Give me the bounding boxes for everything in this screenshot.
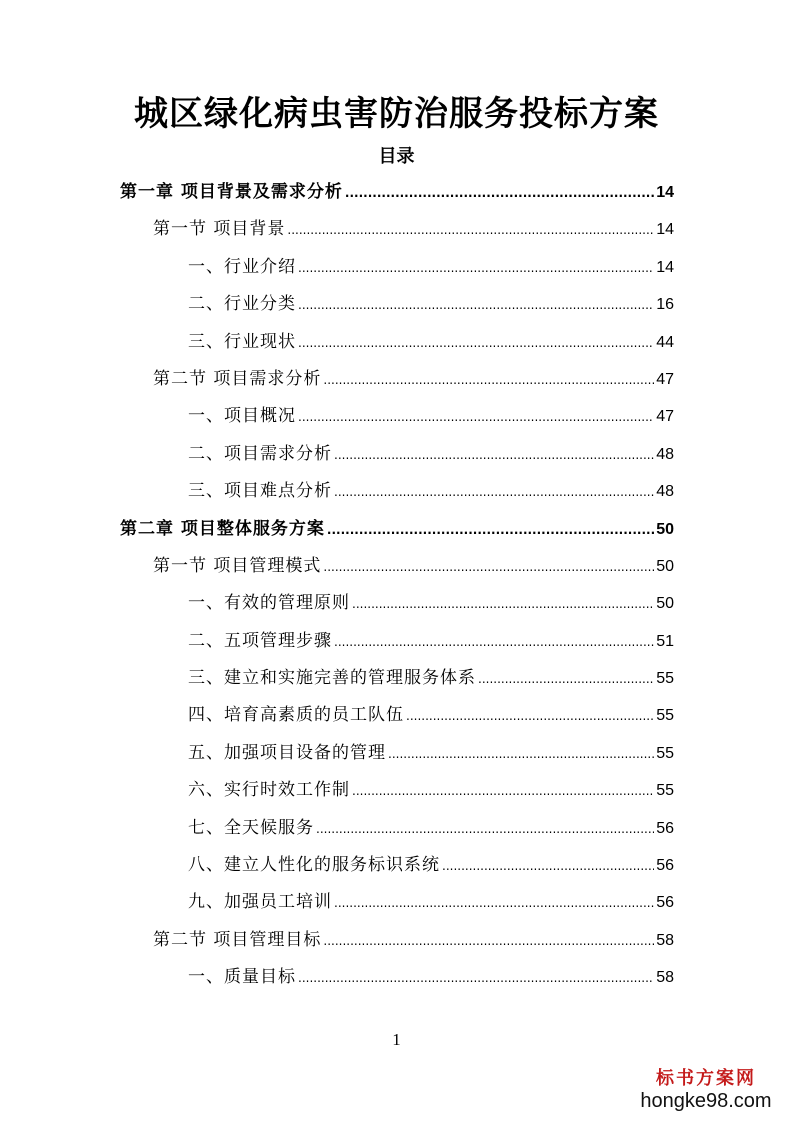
toc-entry[interactable] bbox=[120, 623, 674, 660]
toc-entry[interactable] bbox=[120, 249, 674, 286]
toc-dot-leader bbox=[323, 362, 654, 399]
toc-dot-leader bbox=[316, 811, 654, 848]
toc-dot-leader bbox=[327, 512, 654, 549]
toc-dot-leader bbox=[287, 212, 654, 249]
toc-entry-label: 九、加强员工培训 bbox=[188, 892, 332, 913]
toc-entry-page: 50 bbox=[656, 595, 674, 613]
toc-entry[interactable] bbox=[120, 660, 674, 697]
toc-entry[interactable] bbox=[120, 398, 674, 435]
toc-dot-leader bbox=[298, 960, 654, 997]
toc-entry-page: 55 bbox=[656, 744, 674, 762]
toc-dot-leader bbox=[334, 885, 654, 922]
toc-dot-leader bbox=[442, 848, 654, 885]
toc-entry-label: 一、行业介绍 bbox=[188, 256, 296, 277]
toc-entry-page: 55 bbox=[656, 707, 674, 725]
table-of-contents bbox=[120, 174, 674, 997]
toc-entry[interactable] bbox=[120, 922, 674, 959]
watermark-url: hongke98.com bbox=[640, 1090, 772, 1112]
watermark-logo bbox=[631, 1068, 781, 1112]
toc-dot-leader bbox=[388, 736, 654, 773]
toc-entry[interactable] bbox=[120, 847, 674, 884]
toc-entry-label: 第一节 项目管理模式 bbox=[153, 555, 322, 576]
toc-dot-leader bbox=[334, 624, 654, 661]
toc-entry-page: 58 bbox=[656, 931, 674, 949]
toc-entry[interactable] bbox=[120, 174, 674, 211]
toc-dot-leader bbox=[323, 549, 654, 586]
toc-entry[interactable] bbox=[120, 286, 674, 323]
watermark-text: 标书方案网 bbox=[656, 1068, 756, 1089]
toc-entry-label: 第一章 项目背景及需求分析 bbox=[120, 182, 343, 202]
toc-entry-page: 14 bbox=[656, 184, 674, 201]
toc-entry-label: 六、实行时效工作制 bbox=[188, 780, 350, 801]
toc-entry-label: 三、建立和实施完善的管理服务体系 bbox=[188, 668, 476, 689]
toc-entry[interactable] bbox=[120, 511, 674, 548]
toc-entry[interactable] bbox=[120, 436, 674, 473]
toc-entry-label: 一、项目概况 bbox=[188, 406, 296, 427]
toc-dot-leader bbox=[323, 923, 654, 960]
toc-dot-leader bbox=[298, 325, 654, 362]
toc-entry-page: 58 bbox=[656, 969, 674, 987]
toc-entry-page: 55 bbox=[656, 782, 674, 800]
toc-entry-page: 14 bbox=[656, 258, 674, 276]
toc-dot-leader bbox=[478, 661, 654, 698]
toc-entry-label: 四、培育高素质的员工队伍 bbox=[188, 705, 404, 726]
toc-entry-page: 51 bbox=[656, 632, 674, 650]
toc-entry-label: 一、有效的管理原则 bbox=[188, 593, 350, 614]
toc-entry-page: 50 bbox=[656, 557, 674, 575]
toc-entry[interactable] bbox=[120, 324, 674, 361]
toc-dot-leader bbox=[298, 399, 654, 436]
toc-dot-leader bbox=[352, 773, 654, 810]
toc-entry[interactable] bbox=[120, 548, 674, 585]
toc-entry-page: 50 bbox=[656, 520, 674, 538]
toc-dot-leader bbox=[334, 437, 654, 474]
toc-entry[interactable] bbox=[120, 697, 674, 734]
toc-dot-leader bbox=[406, 698, 654, 735]
toc-entry-label: 第一节 项目背景 bbox=[153, 219, 286, 240]
toc-dot-leader bbox=[298, 250, 654, 287]
toc-entry-label: 三、行业现状 bbox=[188, 331, 296, 352]
toc-dot-leader bbox=[334, 474, 654, 511]
toc-entry-page: 44 bbox=[656, 333, 674, 351]
page-number: 1 bbox=[392, 1030, 401, 1049]
toc-dot-leader bbox=[352, 586, 654, 623]
toc-entry-page: 16 bbox=[656, 296, 674, 314]
toc-entry-page: 56 bbox=[656, 819, 674, 837]
toc-entry-page: 14 bbox=[656, 221, 674, 239]
toc-entry-label: 第二节 项目需求分析 bbox=[153, 368, 322, 389]
toc-dot-leader bbox=[298, 287, 654, 324]
toc-entry-label: 二、行业分类 bbox=[188, 294, 296, 315]
toc-entry[interactable] bbox=[120, 772, 674, 809]
toc-entry-page: 47 bbox=[656, 408, 674, 426]
toc-entry-page: 47 bbox=[656, 370, 674, 388]
toc-entry-page: 48 bbox=[656, 483, 674, 501]
toc-entry-page: 56 bbox=[656, 894, 674, 912]
toc-entry-label: 第二节 项目管理目标 bbox=[153, 929, 322, 950]
toc-entry[interactable] bbox=[120, 884, 674, 921]
toc-entry-label: 五、加强项目设备的管理 bbox=[188, 742, 386, 763]
document-title: 城区绿化病虫害防治服务投标方案 bbox=[134, 94, 659, 134]
toc-entry-page: 56 bbox=[656, 857, 674, 875]
toc-entry-page: 55 bbox=[656, 670, 674, 688]
toc-entry-label: 二、项目需求分析 bbox=[188, 443, 332, 464]
toc-entry[interactable] bbox=[120, 735, 674, 772]
toc-entry-label: 第二章 项目整体服务方案 bbox=[120, 518, 325, 539]
toc-entry[interactable] bbox=[120, 959, 674, 996]
toc-entry[interactable] bbox=[120, 361, 674, 398]
toc-entry-label: 二、五项管理步骤 bbox=[188, 630, 332, 651]
toc-entry[interactable] bbox=[120, 211, 674, 248]
toc-entry-label: 一、质量目标 bbox=[188, 967, 296, 988]
toc-entry[interactable] bbox=[120, 473, 674, 510]
toc-entry-label: 七、全天候服务 bbox=[188, 817, 314, 838]
toc-heading: 目录 bbox=[378, 146, 415, 167]
toc-dot-leader bbox=[345, 175, 654, 212]
toc-entry-page: 48 bbox=[656, 445, 674, 463]
toc-entry[interactable] bbox=[120, 810, 674, 847]
toc-entry-label: 八、建立人性化的服务标识系统 bbox=[188, 855, 440, 876]
toc-entry-label: 三、项目难点分析 bbox=[188, 481, 332, 502]
toc-entry[interactable] bbox=[120, 585, 674, 622]
